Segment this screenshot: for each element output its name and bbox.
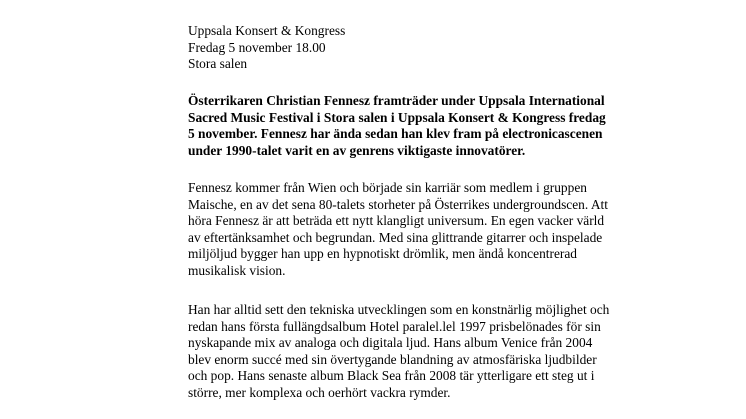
- venue-name: Uppsala Konsert & Kongress: [188, 23, 346, 38]
- body-line: nyskapande mix av analoga och digitala ljud. Hans album Venice från 2004: [188, 335, 593, 350]
- body-line: Fennesz kommer från Wien och började sin karriär som medlem i gruppen: [188, 180, 587, 195]
- lead-line: 5 november. Fennesz har ända sedan han klev fram på electronicascenen: [188, 126, 603, 141]
- lead-paragraph: [188, 93, 606, 159]
- lead-line: under 1990-talet varit en av genrens viktigaste innovatörer.: [188, 142, 526, 158]
- venue-info: [188, 23, 345, 73]
- body-line: redan hans första fullängdsalbum Hotel paralel.lel 1997 prisbelönades för sin: [188, 318, 601, 334]
- lead-line: Sacred Music Festival i Stora salen i Uppsala Konsert & Kongress fredag: [188, 109, 606, 125]
- event-hall: Stora salen: [188, 56, 248, 71]
- body-paragraph-1: [188, 180, 608, 279]
- body-line: miljöljud bygger han upp en hypnotiskt drömlik, men ändå koncentrerad: [188, 246, 577, 261]
- body-line: höra Fennesz är att beträda ett nytt klangligt universum. En egen vacker värld: [188, 213, 605, 228]
- body-line: blev enorm succé med sin övertygande blandning av atmosfäriska ljudbilder: [188, 351, 597, 367]
- body-line: och pop. Hans senaste album Black Sea från 2008 tär ytterligare ett steg ut i: [188, 368, 595, 383]
- body-line: av eftertänksamhet och begrundan. Med sina glittrande gitarrer och inspelade: [188, 229, 603, 245]
- body-line: musikalisk vision.: [188, 262, 286, 278]
- body-paragraph-2: [188, 302, 609, 401]
- body-line: Han har alltid sett den tekniska utvecklingen som en konstnärlig möjlighet och: [188, 302, 610, 317]
- body-line: Maische, en av det sena 80-talets storheter på Österrikes undergroundscen. Att: [188, 196, 608, 212]
- lead-line: Österrikaren Christian Fennesz framträder under Uppsala International: [188, 93, 605, 108]
- event-date: Fredag 5 november 18.00: [188, 39, 326, 55]
- body-line: större, mer komplexa och oerhört vackra rymder.: [188, 384, 451, 400]
